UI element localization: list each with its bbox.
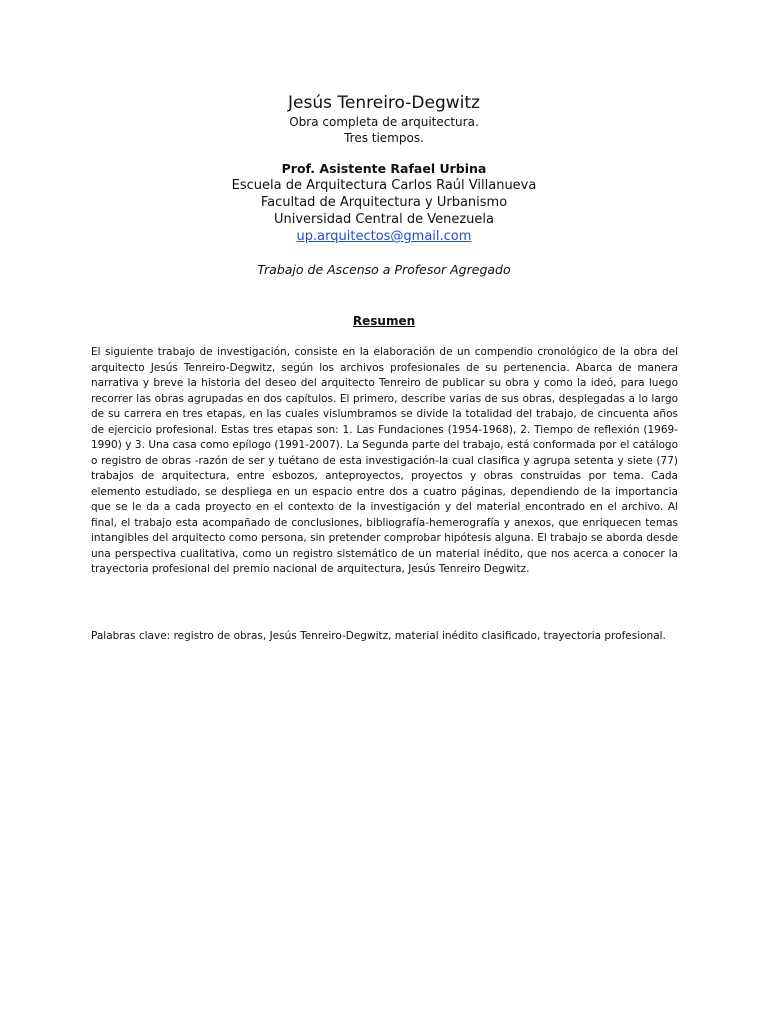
resumen-heading: Resumen [352,314,416,328]
abstract-paragraph: El siguiente trabajo de investigación, consiste en la elaboración de un compendio cronológico de la obra del arquitecto Jesús Tenreiro-Degwitz, según los archivos profesionales de su pertenencia. Abarca de manera narrativa y breve la historia del deseo del arquitecto Tenreiro de publicar su obra y como la ideó, para luego recorrer las obras agrupadas en dos capítulos. El primero, describe varias de sus obras, desplegadas a lo largo de su carrera en tres etapas, en las cuales vislumbramos se divide la totalidad del trabajo, de cincuenta años de ejercicio profesional. Estas tres etapas son: 1. Las Fundaciones (1954-1968), 2. Tiempo de reflexión (1969-1990) y 3. Una casa como epílogo (1991-2007). La Segunda parte del trabajo, está conformada por el catálogo o registro de obras -razón de ser y tuétano de esta investigación-la cual clasifica y agrupa setenta y siete (77) trabajos de arquitectura, entre esbozos, anteproyectos, proyectos y obras construidas por tema. Cada elemento estudiado, se despliega en un espacio entre dos a cuatro páginas, dependiendo de la importancia que se le da a cada proyecto en el contexto de la investigación y del material encontrado en el archivo. Al final, el trabajo esta acompañado de conclusiones, bibliografía-hemerografía y anexos, que enriquecen temas intangibles del arquitecto como persona, sin pretender comprobar hipótesis alguna. El trabajo se aborda desde una perspectiva cualitativa, como un registro sistemático de un material inédito, que nos acerca a conocer la trayectoria profesional del premio nacional de arquitectura, Jesús Tenreiro Degwitz. [91,346,678,575]
author-title: Jesús Tenreiro-Degwitz [288,93,480,113]
work-subtitle-1: Obra completa de arquitectura. [289,115,479,129]
email-link[interactable]: up.arquitectos@gmail.com [296,229,472,244]
professor-name: Prof. Asistente Rafael Urbina [281,161,487,176]
keywords-paragraph [91,629,678,644]
faculty-name: Facultad de Arquitectura y Urbanismo [260,195,508,210]
work-type: Trabajo de Ascenso a Profesor Agregado [257,262,511,277]
email-line [0,228,768,245]
title-block [0,92,768,278]
keywords-label: Palabras clave: [91,630,171,642]
work-subtitle-2: Tres tiempos. [344,131,424,145]
spacer [0,245,768,261]
keywords-text: registro de obras, Jesús Tenreiro-Degwitz, material inédito clasificado, trayectoria profesional. [173,630,666,642]
school-name: Escuela de Arquitectura Carlos Raúl Villanueva [231,178,537,193]
university-name: Universidad Central de Venezuela [274,212,494,227]
spacer [0,146,768,160]
